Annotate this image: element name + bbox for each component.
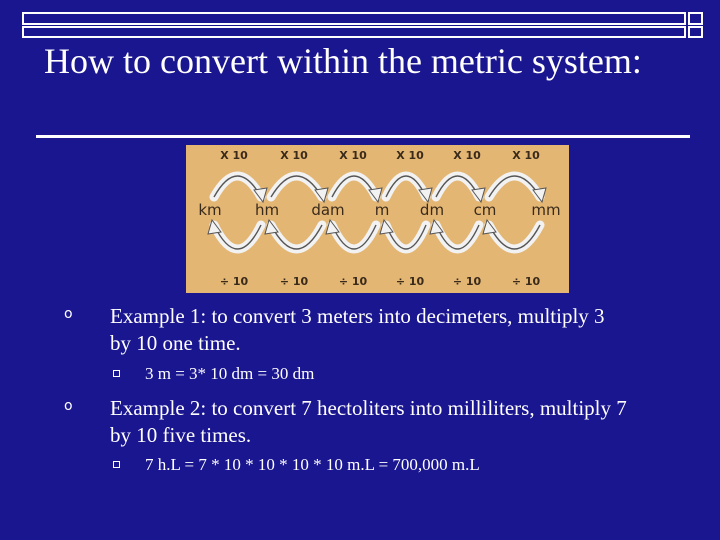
header-bar-top (22, 12, 686, 25)
bullet-icon: o (64, 398, 73, 414)
header-bar-bottom (22, 26, 686, 38)
unit-label-dam: dam (311, 201, 345, 219)
multiply-label: X 10 (280, 149, 308, 162)
bullet-icon: o (64, 306, 73, 322)
metric-conversion-diagram (186, 145, 569, 293)
multiply-label: X 10 (339, 149, 367, 162)
divide-label: ÷ 10 (219, 275, 249, 288)
unit-label-mm: mm (531, 201, 561, 219)
unit-label-dm: dm (419, 201, 445, 219)
sub-bullet-icon (113, 370, 120, 377)
divide-label: ÷ 10 (338, 275, 368, 288)
sub-bullet-icon (113, 461, 120, 468)
unit-label-m: m (374, 201, 390, 219)
slide-title: How to convert within the metric system: (44, 41, 642, 81)
divide-label: ÷ 10 (279, 275, 309, 288)
title-divider (36, 135, 690, 138)
unit-label-hm: hm (254, 201, 280, 219)
example-2-text: Example 2: to convert 7 hectoliters into milliliters, multiply 7 by 10 five times. (110, 396, 627, 447)
unit-label-km: km (198, 201, 222, 219)
multiply-label: X 10 (512, 149, 540, 162)
divide-label: ÷ 10 (452, 275, 482, 288)
header-corner-box-bottom (688, 26, 703, 38)
divide-label: ÷ 10 (511, 275, 541, 288)
multiply-label: X 10 (453, 149, 481, 162)
example-1-text: Example 1: to convert 3 meters into decimeters, multiply 3 by 10 one time. (110, 304, 605, 355)
divide-label: ÷ 10 (395, 275, 425, 288)
example-2-detail: 7 h.L = 7 * 10 * 10 * 10 * 10 m.L = 700,000 m.L (145, 455, 480, 474)
example-1-detail: 3 m = 3* 10 dm = 30 dm (145, 364, 315, 383)
multiply-label: X 10 (396, 149, 424, 162)
metric-diagram-svg (186, 145, 569, 293)
header-corner-box-top (688, 12, 703, 25)
multiply-label: X 10 (220, 149, 248, 162)
unit-label-cm: cm (473, 201, 497, 219)
